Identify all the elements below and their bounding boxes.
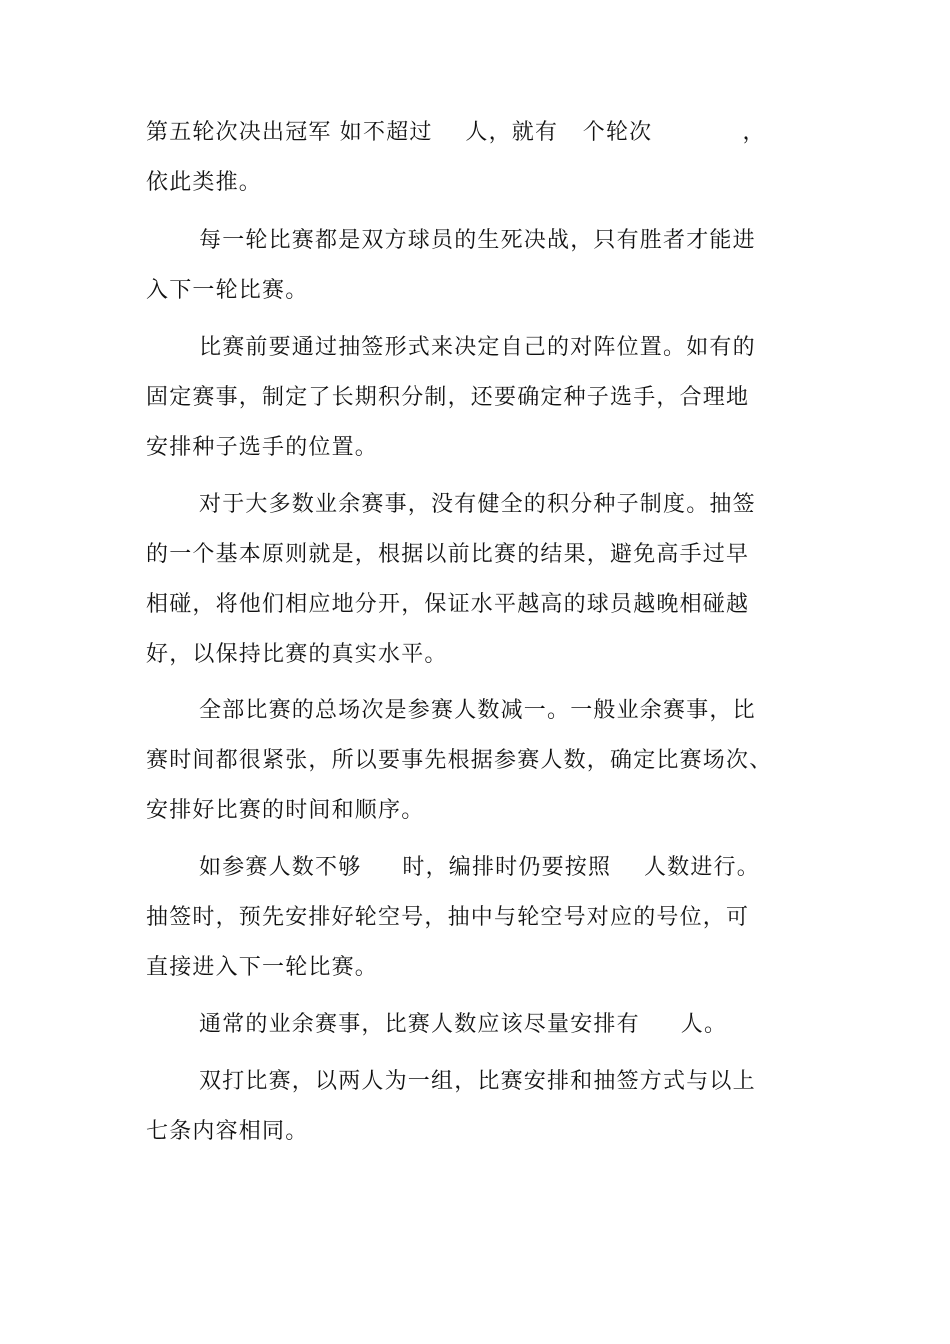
- paragraph-6-line-2: 抽签时，预先安排好轮空号，抽中与轮空号对应的号位，可: [146, 905, 750, 930]
- paragraph-4-line-2: 的一个基本原则就是，根据以前比赛的结果，避免高手过早: [146, 542, 750, 567]
- paragraph-5-line-1: 全部比赛的总场次是参赛人数减一。一般业余赛事，比: [199, 698, 756, 723]
- paragraph-1-line-1: 第五轮次决出冠军 如不超过 人，就有 个轮次 ，: [146, 120, 766, 145]
- paragraph-1-line-2: 依此类推。: [146, 170, 263, 195]
- paragraph-6-line-1: 如参赛人数不够 时，编排时仍要按照 人数进行。: [199, 855, 760, 880]
- paragraph-3-line-2: 固定赛事，制定了长期积分制，还要确定种子选手，合理地: [146, 385, 750, 410]
- paragraph-4-line-3: 相碰，将他们相应地分开，保证水平越高的球员越晚相碰越: [146, 592, 750, 617]
- paragraph-7-line-1: 通常的业余赛事，比赛人数应该尽量安排有 人。: [199, 1012, 728, 1037]
- paragraph-8-line-2: 七条内容相同。: [146, 1119, 309, 1144]
- paragraph-3-line-1: 比赛前要通过抽签形式来决定自己的对阵位置。如有的: [199, 335, 756, 360]
- paragraph-5-line-2: 赛时间都很紧张，所以要事先根据参赛人数，确定比赛场次、: [146, 748, 773, 773]
- paragraph-5-line-3: 安排好比赛的时间和顺序。: [146, 798, 425, 823]
- paragraph-8-line-1: 双打比赛，以两人为一组，比赛安排和抽签方式与以上: [199, 1069, 756, 1094]
- paragraph-2-line-2: 入下一轮比赛。: [146, 278, 309, 303]
- paragraph-2-line-1: 每一轮比赛都是双方球员的生死决战，只有胜者才能进: [199, 228, 756, 253]
- paragraph-4-line-1: 对于大多数业余赛事，没有健全的积分种子制度。抽签: [199, 492, 756, 517]
- paragraph-6-line-3: 直接进入下一轮比赛。: [146, 955, 379, 980]
- paragraph-3-line-3: 安排种子选手的位置。: [146, 435, 379, 460]
- paragraph-4-line-4: 好，以保持比赛的真实水平。: [146, 642, 448, 667]
